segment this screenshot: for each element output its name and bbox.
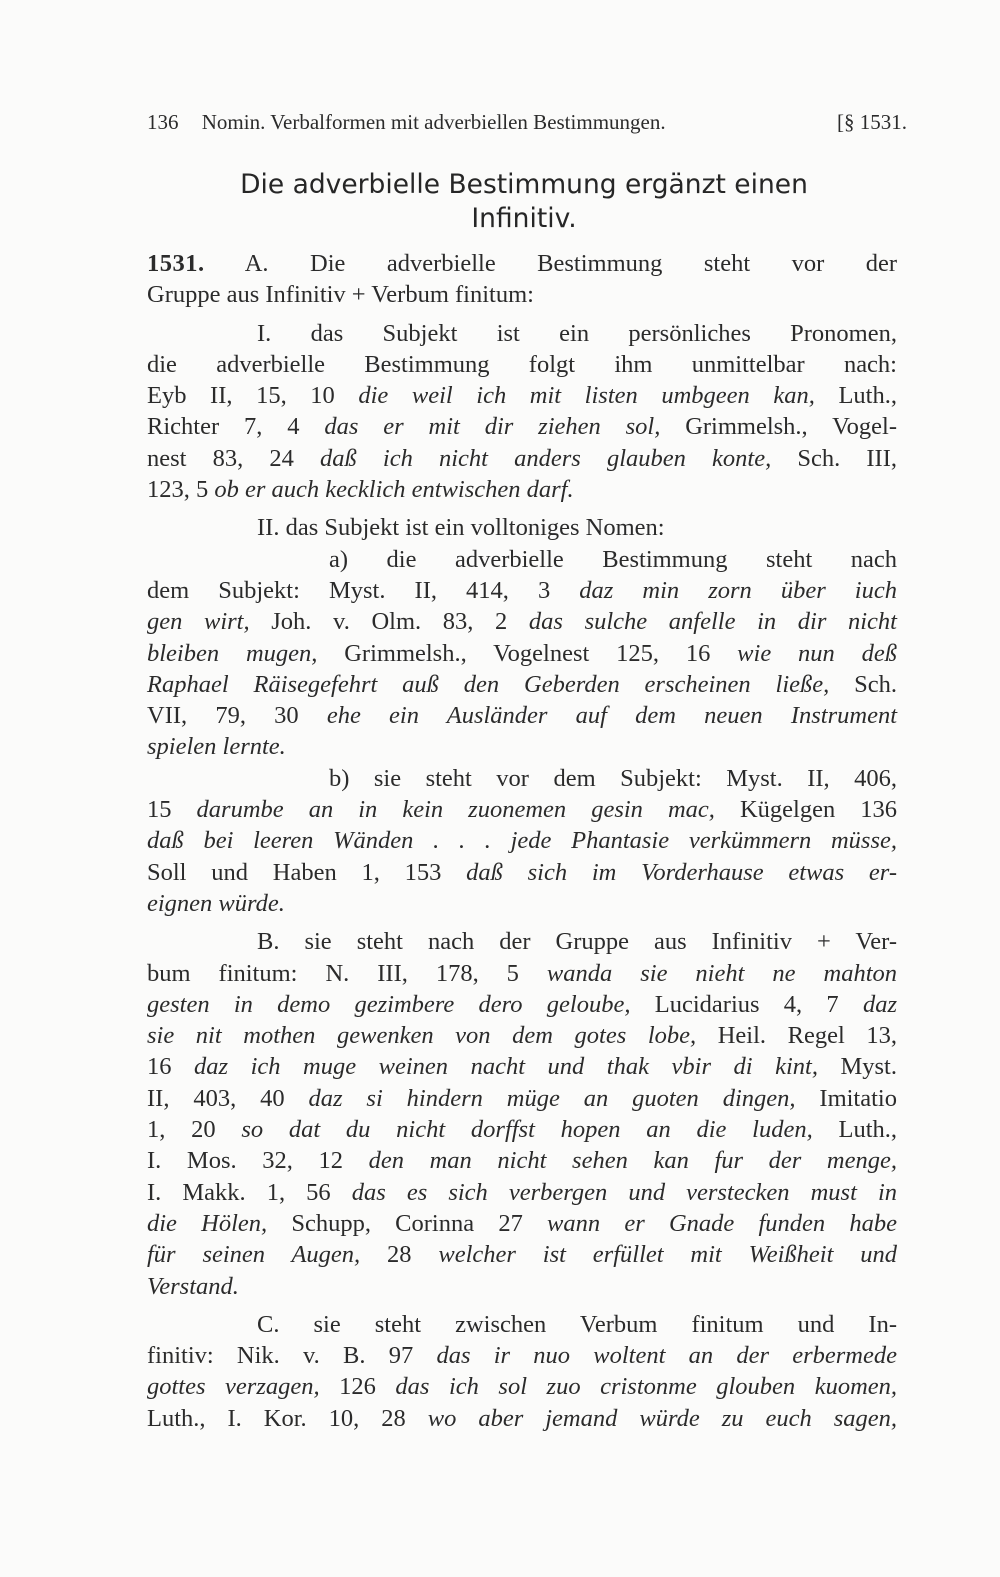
running-header xyxy=(147,108,907,136)
quotation-italic: wann er Gnade funden habe xyxy=(547,1209,897,1237)
quotation-italic: daß bei leeren Wänden . . . jede Phantasie verkümmern müsse, xyxy=(147,827,897,855)
text-segment: II, 403, 40 xyxy=(147,1084,309,1112)
text-line xyxy=(147,888,897,919)
text-segment: Eyb II, 15, 10 xyxy=(147,382,359,410)
text-line xyxy=(147,1208,897,1239)
text-segment: 15 xyxy=(147,796,197,824)
text-line xyxy=(147,958,897,989)
text-segment: 126 xyxy=(319,1373,396,1401)
text-line xyxy=(147,1020,897,1051)
quotation-italic: Verstand. xyxy=(147,1272,239,1300)
quotation-italic: die weil ich mit listen umbgeen kan, xyxy=(358,382,815,410)
quotation-italic: das es sich verbergen und verstecken must in xyxy=(351,1178,897,1206)
text-segment: Myst. xyxy=(817,1053,897,1081)
text-line xyxy=(147,926,897,957)
quotation-italic: daz si hindern müge an guoten dingen, xyxy=(308,1084,796,1112)
text-line xyxy=(147,989,897,1020)
quotation-italic: daß sich im Vorderhause etwas er- xyxy=(466,858,897,886)
text-line xyxy=(147,1340,897,1371)
text-line xyxy=(147,1177,897,1208)
text-line xyxy=(147,411,897,442)
quotation-italic: ob er auch kecklich entwischen darf. xyxy=(214,476,574,504)
text-segment: 16 xyxy=(147,1053,195,1081)
text-segment: b) sie steht vor dem Subjekt: Myst. II, 406, xyxy=(329,764,897,792)
paragraph-number: 1531. xyxy=(147,250,205,277)
text-line xyxy=(147,825,897,856)
text-segment: 28 xyxy=(360,1241,439,1269)
text-line xyxy=(147,349,897,380)
text-segment: Sch. xyxy=(829,670,898,698)
text-segment: Joh. v. Olm. 83, 2 xyxy=(249,608,529,636)
quotation-italic: das er mit dir ziehen sol, xyxy=(324,413,661,441)
text-line xyxy=(147,1114,897,1145)
quotation-italic: ehe ein Ausländer auf dem neuen Instrument xyxy=(326,702,898,730)
text-segment: I. das Subjekt ist ein persönliches Pronomen, xyxy=(257,319,897,347)
text-segment: I. Mos. 32, 12 xyxy=(147,1147,369,1175)
text-segment: 123, 5 xyxy=(147,476,215,504)
quotation-italic: gesten in demo gezimbere dero geloube, xyxy=(147,990,631,1018)
quotation-italic: darumbe an in kein zuonemen gesin mac, xyxy=(196,796,715,824)
text-segment: I. Makk. 1, 56 xyxy=(147,1178,352,1206)
text-segment: Soll und Haben 1, 153 xyxy=(147,858,467,886)
text-segment: A. Die adverbielle Bestimmung steht vor der xyxy=(204,250,897,277)
section-heading-line-1: Die adverbielle Bestimmung ergänzt einen xyxy=(240,169,808,200)
quotation-italic: gen wirt, xyxy=(147,608,250,636)
text-line xyxy=(147,669,897,700)
text-line xyxy=(147,1271,897,1302)
quotation-italic: wie nun deß xyxy=(737,639,897,667)
quotation-italic: Raphael Räisegefehrt auß den Geberden erscheinen ließe, xyxy=(147,670,830,698)
text-segment: Luth., I. Kor. 10, 28 xyxy=(147,1404,428,1432)
text-segment: die adverbielle Bestimmung folgt ihm unmittelbar nach: xyxy=(147,350,897,378)
text-line xyxy=(147,380,897,411)
text-segment: Luth., xyxy=(812,1116,897,1144)
quotation-italic: das ir nuo woltent an der erbermede xyxy=(436,1342,897,1370)
text-line xyxy=(147,700,897,731)
text-line xyxy=(147,1051,897,1082)
text-segment: Sch. III, xyxy=(771,444,897,472)
text-segment: VII, 79, 30 xyxy=(147,702,327,730)
text-segment: Luth., xyxy=(814,382,897,410)
quotation-italic: wo aber jemand würde zu euch sagen, xyxy=(427,1404,897,1432)
text-segment: C. sie steht zwischen Verbum finitum und In- xyxy=(257,1310,897,1338)
text-segment: Gruppe aus Infinitiv + Verbum finitum: xyxy=(147,281,534,309)
section-heading-line-2: Infinitiv. xyxy=(471,203,577,234)
quotation-italic: das sulche anfelle in dir nicht xyxy=(528,608,897,636)
text-segment: 1, 20 xyxy=(147,1116,242,1144)
text-line xyxy=(147,638,897,669)
text-line xyxy=(147,1403,897,1434)
text-line xyxy=(147,731,897,762)
body-text xyxy=(147,248,897,1434)
text-line xyxy=(147,575,897,606)
section-heading xyxy=(150,168,898,236)
text-line xyxy=(147,512,897,543)
quotation-italic: sie nit mothen gewenken von dem gotes lobe, xyxy=(147,1022,697,1050)
quotation-italic: daz ich muge weinen nacht und thak vbir di kint, xyxy=(194,1053,818,1081)
text-segment: a) die adverbielle Bestimmung steht nach xyxy=(329,545,897,573)
quotation-italic: so dat du nicht dorffst hopen an die luden, xyxy=(241,1116,813,1144)
text-segment: dem Subjekt: Myst. II, 414, 3 xyxy=(147,576,580,604)
quotation-italic: das ich sol zuo cristonme glouben kuomen, xyxy=(395,1373,898,1401)
text-line xyxy=(147,794,897,825)
text-line xyxy=(147,1145,897,1176)
quotation-italic: spielen lernte. xyxy=(147,733,286,761)
text-line xyxy=(147,318,897,349)
quotation-italic: daz xyxy=(862,990,897,1018)
text-line xyxy=(147,248,897,279)
quotation-italic: welcher ist erfüllet mit Weißheit und xyxy=(438,1241,898,1269)
quotation-italic: die Hölen, xyxy=(147,1209,268,1237)
text-segment: Kügelgen 136 xyxy=(714,796,897,824)
text-line xyxy=(147,1239,897,1270)
quotation-italic: daz min zorn über iuch xyxy=(579,576,897,604)
page-number: 136 xyxy=(147,110,179,134)
text-segment: Heil. Regel 13, xyxy=(696,1022,897,1050)
text-line xyxy=(147,1083,897,1114)
text-segment: II. das Subjekt ist ein volltoniges Nomen: xyxy=(257,514,665,542)
quotation-italic: bleiben mugen, xyxy=(147,639,318,667)
text-line xyxy=(147,1371,897,1402)
section-reference: [§ 1531. xyxy=(837,110,907,134)
running-title: Nomin. Verbalformen mit adverbiellen Bestimmungen. xyxy=(201,110,666,134)
text-line xyxy=(147,443,897,474)
quotation-italic: gottes verzagen, xyxy=(147,1373,320,1401)
text-segment: Grimmelsh., Vogel- xyxy=(660,413,897,441)
text-line xyxy=(147,279,897,310)
quotation-italic: eignen würde. xyxy=(147,889,285,917)
text-line xyxy=(147,857,897,888)
text-segment: Schupp, Corinna 27 xyxy=(267,1209,548,1237)
text-segment: finitiv: Nik. v. B. 97 xyxy=(147,1342,437,1370)
quotation-italic: den man nicht sehen kan fur der menge, xyxy=(368,1147,898,1175)
text-segment: Imitatio xyxy=(795,1084,897,1112)
text-line xyxy=(147,544,897,575)
text-segment: nest 83, 24 xyxy=(147,444,321,472)
text-line xyxy=(147,1309,897,1340)
text-segment: Richter 7, 4 xyxy=(147,413,325,441)
text-segment: Lucidarius 4, 7 xyxy=(630,990,863,1018)
quotation-italic: für seinen Augen, xyxy=(147,1241,361,1269)
text-line xyxy=(147,606,897,637)
text-segment: Grimmelsh., Vogelnest 125, 16 xyxy=(317,639,738,667)
text-line xyxy=(147,474,897,505)
quotation-italic: wanda sie nieht ne mahton xyxy=(546,959,898,987)
quotation-italic: daß ich nicht anders glauben konte, xyxy=(320,444,772,472)
text-line xyxy=(147,763,897,794)
text-segment: B. sie steht nach der Gruppe aus Infinitiv + Ver- xyxy=(257,928,897,956)
text-segment: bum finitum: N. III, 178, 5 xyxy=(147,959,547,987)
